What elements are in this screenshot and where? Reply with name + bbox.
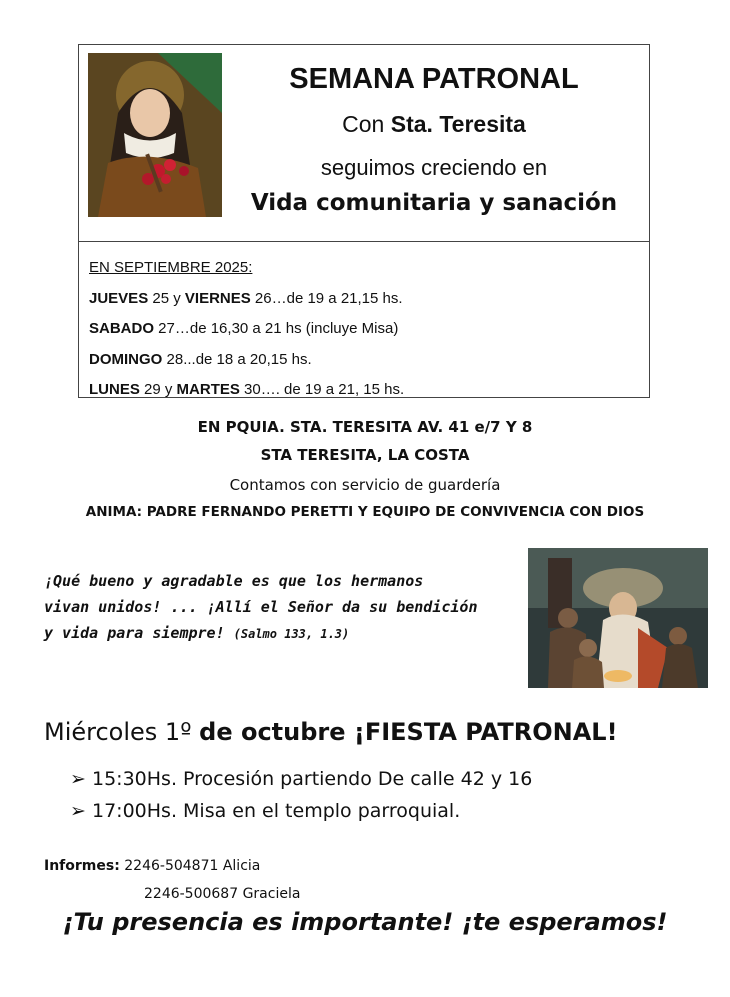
day-label: LUNES [89, 381, 140, 398]
schedule-row [89, 320, 398, 337]
row-text: 29 y [139, 381, 177, 398]
row-text: 30…. de 19 a 21, 15 hs. [239, 381, 405, 398]
quote-line: vivan unidos! ... ¡Allí el Señor da su bendición [44, 598, 478, 616]
subtitle-line [219, 111, 649, 138]
anima-line: ANIMA: PADRE FERNANDO PERETTI Y EQUIPO DE CONVIVENCIA CON DIOS [85, 504, 645, 520]
row-text: 27…de 16,30 a 21 hs (incluye Misa) [154, 320, 399, 337]
informes-label: Informes: [44, 858, 120, 874]
city-line: STA TERESITA, LA COSTA [260, 446, 470, 464]
row-text: 26…de 19 a 21,15 hs. [250, 290, 403, 307]
subtitle-pre: Con [342, 111, 391, 137]
arrow-bullet-icon: ➢ [70, 768, 86, 790]
fiesta-date: de octubre [199, 718, 346, 746]
schedule-row [89, 290, 403, 307]
quote-line [44, 620, 494, 647]
psalm-quote [44, 568, 494, 647]
closing-line: ¡Tu presencia es importante! ¡te esperamos! [62, 908, 668, 936]
tagline: seguimos creciendo en [320, 155, 548, 180]
subtitle-bold: Sta. Teresita [390, 111, 526, 137]
quote-text: y vida para siempre! [44, 624, 225, 642]
list-item-text: 15:30Hs. Procesión partiendo De calle 42 y 16 [92, 768, 533, 790]
theme-line: Vida comunitaria y sanación [250, 190, 618, 216]
quote-line: ¡Qué bueno y agradable es que los hermanos [44, 572, 424, 590]
main-title: SEMANA PATRONAL [289, 63, 579, 95]
day-label: JUEVES [89, 290, 149, 307]
quote-reference: (Salmo 133, 1.3) [233, 627, 350, 641]
row-text: 25 y [148, 290, 185, 307]
day-label: SABADO [89, 320, 155, 337]
list-item-text: 17:00Hs. Misa en el templo parroquial. [92, 800, 461, 822]
saint-teresita-image [88, 53, 222, 217]
row-text: 28...de 18 a 20,15 hs. [162, 351, 312, 368]
day-label: VIERNES [184, 290, 251, 307]
day-label: DOMINGO [89, 351, 163, 368]
fiesta-title: ¡FIESTA PATRONAL! [345, 718, 618, 746]
info-box [78, 44, 650, 398]
schedule-heading: EN SEPTIEMBRE 2025: [89, 259, 253, 276]
arrow-bullet-icon: ➢ [70, 800, 86, 822]
contact-row: 2246-500687 Graciela [144, 886, 301, 902]
guarderia-note: Contamos con servicio de guardería [229, 476, 501, 494]
address-line: EN PQUIA. STA. TERESITA AV. 41 e/7 Y 8 [197, 418, 533, 436]
day-label: MARTES [176, 381, 240, 398]
schedule-row [89, 351, 312, 368]
informes [44, 858, 301, 902]
list-item [70, 800, 532, 832]
fiesta-list [70, 768, 532, 832]
fiesta-heading [44, 718, 618, 746]
schedule-row [89, 381, 404, 398]
jesus-with-people-image [528, 548, 708, 688]
box-header [79, 45, 649, 242]
list-item [70, 768, 532, 800]
contact-row: 2246-504871 Alicia [119, 858, 261, 874]
fiesta-pre: Miércoles 1º [44, 718, 200, 746]
